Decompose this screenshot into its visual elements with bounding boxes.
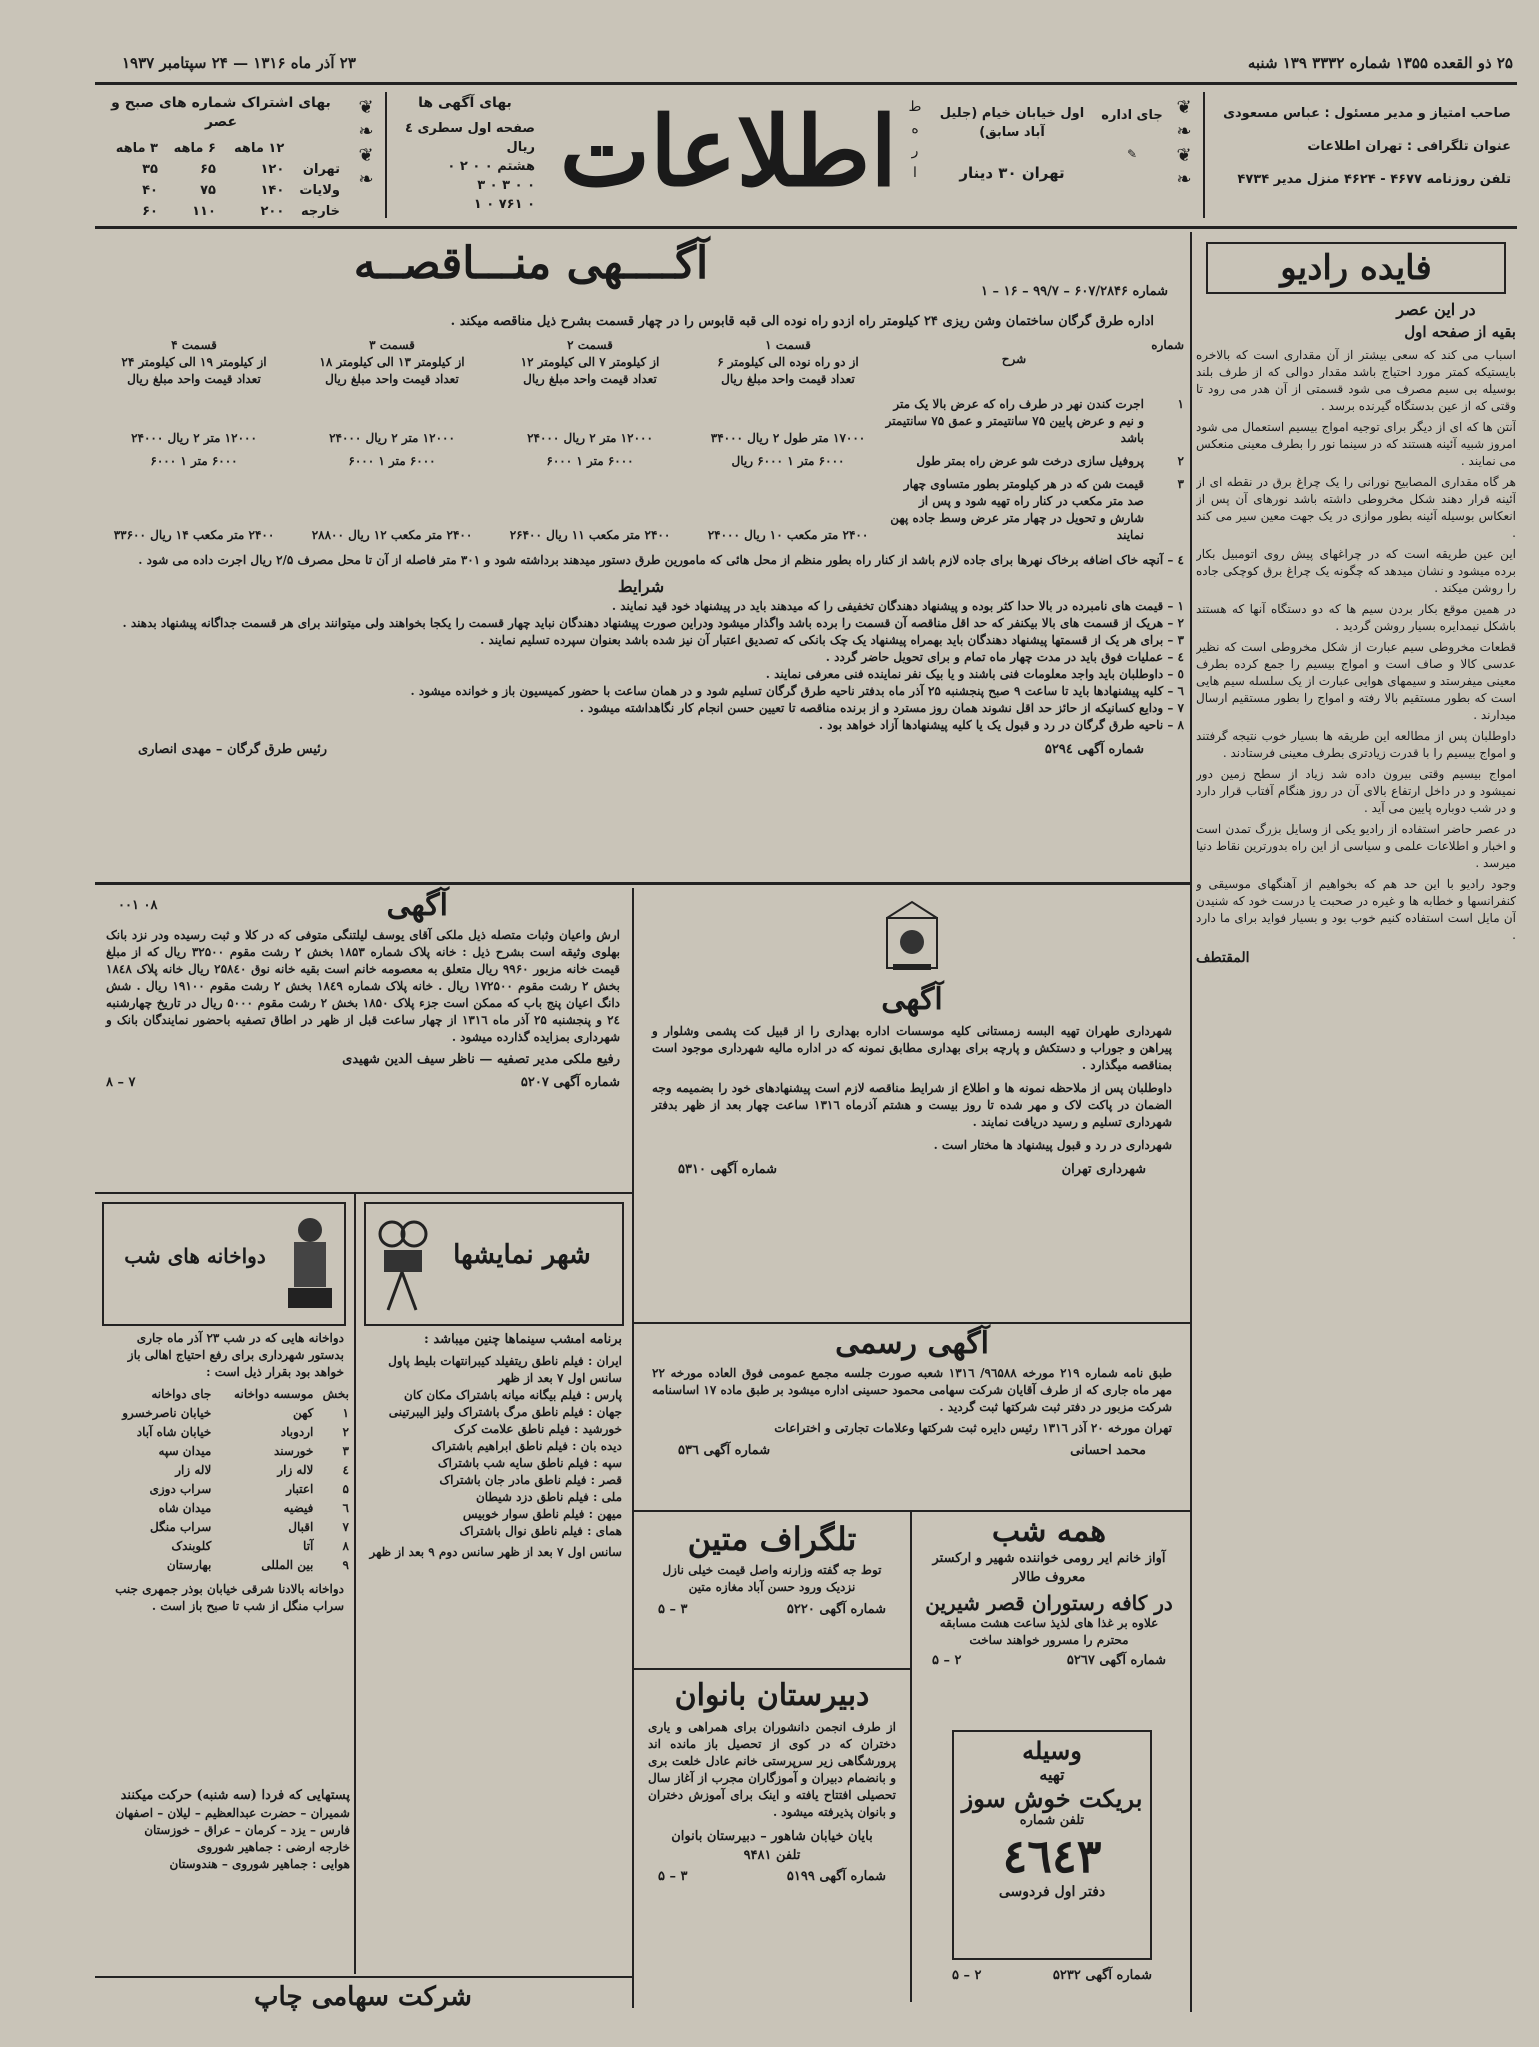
tender-intro: اداره طرق گرگان ساختمان وشن ریزی ۲۴ کیلومتر راه ازدو راه نوده الی قبه قابوس را در چهار قسمت بشرح ذیل مناقصه میکند .: [450, 314, 1154, 329]
subscription-value: ۶۰: [142, 204, 158, 219]
fuel-ad: [952, 1730, 1152, 1960]
tender-section: [692, 337, 884, 388]
pharmacy-row: [98, 1423, 350, 1442]
radio-title: فایده رادیو: [1206, 242, 1506, 294]
transport-line: خارجه ارضی : جماهیر شوروی: [197, 1840, 350, 1854]
office-sub-icon: ✎: [1126, 147, 1138, 161]
tender-condition: ٦ – کلیه پیشنهادها باید تا ساعت ۹ صبح پنجشنبه ۲۵ آذر ماه بدفتر ناحیه طرق گرگان تسلیم شود و در همان ساعت با حضور کمیسیون باز و خوانده میشود .: [410, 684, 1184, 698]
subscription-table: [101, 138, 341, 222]
tender-row-value: ۶۰۰۰ متر ۱ ۶۰۰۰: [348, 454, 436, 468]
cinema-ad: [360, 1198, 628, 1898]
subscription-value: ۷۵: [200, 183, 216, 198]
subscription-header-row: [101, 138, 341, 159]
office-block: [1097, 106, 1167, 164]
pharmacy-row: [98, 1480, 350, 1499]
estate-ad-ad-number: شماره آگهی ۵۲۰۷: [520, 1075, 620, 1090]
ad-price-row: هشتم ۰ ۰ ۲ ۰: [447, 159, 535, 174]
official-ad-number: شماره آگهی ۵۳٦: [678, 1443, 771, 1458]
pharmacy-cell: ۷: [342, 1520, 349, 1534]
subscription-value: ۲۰۰: [260, 204, 285, 219]
radio-paragraph: امواج بیسیم وقتی بیرون داده شد زیاد از سطح زمین دور نمیشود و در داخل ارتفاع بالای آن در روز هنگام آفتاب قرار دارد و در شب دوباره پایین می آید .: [1196, 767, 1516, 815]
estate-bottom-rule: [95, 1192, 632, 1194]
dateline-right: ۲۵ ذو القعده ۱۳۵۵ شماره ۳۳۳۲ ۱۳۹ شنبه: [1247, 54, 1513, 72]
tender-section-name: قسمت ۳: [369, 338, 415, 352]
tender-row-number: ۲: [1177, 454, 1184, 468]
cinema-banner-title: شهر نمایشها: [453, 1240, 591, 1270]
official-ad-date: تهران مورخه ۲۰ آذر ۱۳۱٦ رئیس دایره ثبت شرکتها وعلامات تجارتی و اختراعات: [774, 1421, 1172, 1435]
estate-ad-code: ۷ – ۸: [106, 1075, 136, 1090]
official-bottom-rule: [634, 1510, 1190, 1512]
tender-condition: ۱ – قیمت های نامبرده در بالا حدا کثر بوده و پیشنهاد دهندگان تخفیفی را که میدهند باید در پیشنهاد خود قید نمایند .: [611, 599, 1184, 613]
pharmacy-cell: لاله زار: [175, 1463, 212, 1477]
subscription-value: ۱۱۰: [192, 204, 216, 219]
tender-row-desc: اجرت کندن نهر در طرف راه که عرض بالا یک متر و نیم و عرض پایین ۷۵ سانتیمتر و عمق ۷۵ سانتیمتر باشد: [885, 397, 1144, 445]
pharmacy-cell: میدان شاه: [158, 1501, 212, 1515]
pharmacy-header: جای دواخانه: [151, 1387, 212, 1401]
pharmacy-cell: کلوبندک: [171, 1539, 212, 1553]
tender-row-number: ۳: [1177, 477, 1184, 491]
pharmacy-cell: سراب منگل: [150, 1520, 212, 1534]
cinema-intro: برنامه امشب سینماها چنین میباشد :: [424, 1332, 622, 1347]
tender-section: [98, 337, 290, 388]
radio-paragraph: در عصر حاضر استفاده از رادیو یکی از وسایل بزرگ تمدن است و اخبار و اطلاعات علمی و سیاسی از این راه بدورترین نقاط دنیا میرسد .: [1196, 822, 1516, 870]
tender-section-range: از کیلومتر ۱۹ الی کیلومتر ۲۴: [121, 355, 267, 369]
girls-school-ad: [638, 1672, 906, 2002]
pharmacy-row: [98, 1518, 350, 1537]
fuel-ad-line-1: وسیله: [1022, 1736, 1082, 1765]
radio-subtitle: در این عصر: [1396, 300, 1476, 319]
pharmacy-cell: ۹: [342, 1558, 349, 1572]
price-line: تهران ۳۰ دینار: [959, 164, 1065, 182]
tender-condition: ۷ – ودایع کسانیکه از حائز حد اقل نشوند همان روز مسترد و از برنده مناقصه تا تعیین حسن انجام کار نگاهداشته میشود .: [579, 701, 1184, 715]
pharmacy-row: [98, 1499, 350, 1518]
cinema-item: میهن : فیلم ناطق سوار خوبیس: [462, 1507, 622, 1521]
subscription-col: ۶ ماهه: [173, 141, 216, 156]
tender-section-name: قسمت ۴: [171, 338, 217, 352]
cinema-item: سپه : فیلم ناطق سایه شب باشتراک: [437, 1456, 622, 1470]
tender-condition: ٥ – داوطلبان باید واجد معلومات فنی باشند و یا بیک نفر نماینده فنی معرفی نمایند .: [765, 667, 1184, 681]
pharmacy-cell: ۲: [342, 1425, 349, 1439]
official-ad-title: آگهی رسمی: [835, 1326, 989, 1361]
printer-credit: شرکت سهامی چاپ: [254, 1982, 472, 2012]
tender-col-number: شماره: [1151, 338, 1184, 352]
telegraph-line: عنوان تلگرافی : تهران اطلاعات: [1307, 139, 1511, 154]
pharmacy-cell: فیضیه: [283, 1501, 314, 1515]
mid-divider: [632, 888, 634, 2008]
girls-school-ad-number: شماره آگهی ۵۱۹۹: [786, 1869, 886, 1884]
pharmacy-cell: ۳: [342, 1444, 349, 1458]
tender-row-value: ۶۰۰۰ متر ۱ ۶۰۰۰: [150, 454, 238, 468]
pharmacy-row: [98, 1537, 350, 1556]
radio-paragraph: آنتن ها که ای از دیگر برای توجیه امواج بیسیم استعمال می شود امروز شبیه آئینه هستند که در سینما نور را بطرف معینی منعکس می نمایند .: [1196, 420, 1516, 468]
estate-ad-title: آگهی: [386, 888, 448, 923]
pharmacy-cell: اردوباد: [280, 1425, 314, 1439]
tender-section-name: قسمت ۱: [765, 338, 811, 352]
every-night-ad-number: شماره آگهی ۵۲٦۷: [1066, 1653, 1166, 1668]
fuel-ad-phone: ٤٦٤٣: [1002, 1829, 1102, 1883]
tender-row-value: ۶۰۰۰ متر ۱ ۶۰۰۰: [546, 454, 634, 468]
telegraf-title: تلگراف متین: [687, 1520, 857, 1558]
tender-row: [98, 396, 1184, 447]
radio-continued: بقیه از صفحه اول: [1404, 323, 1516, 341]
cinema-times: سانس اول ٧ بعد از ظهر سانس دوم ٩ بعد از ظهر: [369, 1545, 622, 1559]
tender-condition: ٤ – عملیات فوق باید در مدت چهار ماه تمام و برای تحویل حاضر گردد .: [825, 650, 1184, 664]
radio-paragraph: هر گاه مقداری المصابیح نورانی را یک چراغ برق در نقطه ای از آئینه قرار دهند شکل مخروطی داشته باشد نورهای آن پس از انعکاس بوسیله آئینه بطور موازی در یک جهت معین سیر می کند .: [1196, 475, 1516, 540]
top-rule: [95, 82, 1517, 85]
subscription-col: ۱۲ ماهه: [234, 141, 285, 156]
fuel-ad-line-3: بریکت خوش سوز: [961, 1784, 1143, 1813]
tender-section-head: تعداد قیمت واحد مبلغ ریال: [325, 372, 459, 386]
masthead-info: [1211, 104, 1511, 189]
every-night-note-2: محترم را مسرور خواهند ساخت: [969, 1633, 1129, 1647]
girls-school-address: بایان خیابان شاهور – دبیرستان بانوان: [671, 1829, 873, 1844]
municipal-ad: [638, 888, 1186, 1318]
tender-col-desc: شرح: [1001, 352, 1027, 366]
pharmacy-cell: خیابان شاه آباد: [136, 1425, 212, 1439]
tender-row-value: ۲۴۰۰ متر مکعب ۱۱ ریال ۲۶۴۰۰: [509, 528, 671, 542]
fuel-ad-line-4: تلفن شماره: [1019, 1813, 1085, 1828]
every-night-code: ۲ – ۵: [932, 1653, 962, 1668]
telegraf-code: ۳ – ۵: [658, 1602, 688, 1617]
tender-row-value: ۶۰۰۰ متر ۱ ۶۰۰۰ ریال: [731, 454, 845, 468]
office-label: جای اداره: [1101, 108, 1163, 123]
tender-condition: ۲ – هریک از قسمت های بالا بیکنفر که حد اقل مناقصه آن قسمت را برده باشد واگذار میشود ودراین صورت پیشنهاد دهندگان نباید چهار قسمت را یکجا بخواهند ولی میتوانند برای هر قسمت جداگانه پیشنهاد بدهند .: [122, 616, 1184, 630]
fuel-ad-line-2: تهیه: [1039, 1765, 1065, 1784]
radio-paragraph: قطعات مخروطی سیم عبارت از شکل مخروطی است که نظیر عدسی کالا و صاف است و امواج بیسیم را جمع کرده بطرف معینی میفرستد و سیمهای هوایی عبارت از یک سلسله سیم هایی است که بطور مستقیم بالا رفته و امواج را بطور مستقیم ارسال میدارند .: [1196, 640, 1516, 722]
pharmacy-note: دواخانه بالادنا شرقی خیابان بوذر جمهری جنب سراب منگل از شب تا صبح باز است .: [115, 1582, 344, 1613]
ornament-left: ❦ ❧ ❦ ❧: [358, 97, 374, 190]
tender-section: [296, 337, 488, 388]
ad-price-row: صفحه اول سطری ٤ ریال: [405, 121, 535, 155]
tender-signature: رئیس طرق گرگان – مهدی انصاری: [138, 742, 328, 757]
tender-section-range: از کیلومتر ۷ الی کیلومتر ۱۲: [520, 355, 660, 369]
tender-bottom-rule: [95, 882, 1190, 885]
radio-column-divider: [1190, 232, 1192, 2012]
subscription-row: [101, 201, 341, 222]
tender-section-range: از کیلومتر ۱۳ الی کیلومتر ۱۸: [319, 355, 465, 369]
subscription-block: [101, 94, 341, 222]
pharmacy-header: موسسه دواخانه: [234, 1387, 314, 1401]
tender-row: [98, 476, 1184, 544]
left-inner-divider: [354, 1194, 356, 1974]
girls-school-phone: تلفن ۹۴۸۱: [743, 1848, 801, 1863]
municipal-ad-text: شهرداری طهران تهیه البسه زمستانی کلیه موسسات اداره بهداری را از قبیل کت پشمی وشلوار و پیراهن و جوراب و دستکش و پارچه برای بهداری مطابق نمونه که در اداره مالیه شهرداری موجود است بمناقصه میگذارد .: [652, 1024, 1172, 1072]
ornament-right: ❦ ❧ ❦ ❧: [1176, 97, 1192, 190]
tender-section-head: تعداد قیمت واحد مبلغ ریال: [127, 372, 261, 386]
municipal-bottom-rule: [634, 1322, 1190, 1324]
projector-icon: [372, 1214, 432, 1318]
every-night-ad: [912, 1514, 1186, 1694]
ad-price-row: ۰ ۷۶۱ ۰ ۱: [473, 197, 535, 212]
masthead-divider-left: [385, 92, 387, 218]
fuel-ad-code: ۲ – ۵: [952, 1968, 982, 1983]
tender-ref: شماره ۶۰۷/۲۸۴۶ – ۹۹/۷ – ۱۶ – ۱: [981, 284, 1168, 299]
phones-line: تلفن روزنامه ۴۶۷۷ - ۴۶۲۴ منزل مدیر ۴۷۳۴: [1237, 172, 1511, 187]
every-night-venue: در کافه رستوران قصر شیرین: [925, 1591, 1173, 1615]
subscription-col: ۳ ماهه: [115, 141, 158, 156]
pharmacy-table: [98, 1385, 350, 1575]
official-ad-text: طبق نامه شماره ۲۱۹ مورخه ۹٦۵۸۸/ ۱۳۱٦ شعبه صورت جلسه مجمع عمومی فوق العاده مورخه ۲۲ مهر ماه جاری که از طرف آقایان شرکت سهامی محمود حسینی اداره میشود بر طبق ماده ۱۷ اساسنامه شرکت مزبور در دفتر ثبت شرکتها ثبت گردید .: [652, 1366, 1172, 1414]
radio-paragraph: در همین موقع بکار بردن سیم ها که دو دستگاه آنها که هستند باشکل نیمدایره بسیار روشن گردید .: [1196, 602, 1516, 633]
office-address: اول خیابان خیام (جلیل آباد سابق): [939, 106, 1085, 140]
tender-conditions-title: شرایط: [617, 577, 665, 596]
pharmacy-intro: دواخانه هایی که در شب ۲۳ آذر ماه جاری بدستور شهرداری برای رفع احتیاج اهالی باز خواهد بود بقرار ذیل است :: [127, 1331, 344, 1379]
tender-ad: [98, 236, 1184, 876]
municipal-ad-title: آگهی: [881, 982, 943, 1017]
pharmacy-row: [98, 1442, 350, 1461]
tender-header-row: [98, 337, 1184, 388]
every-night-text: آواز خانم ایر رومی خواننده شهیر و ارکستر معروف طالار: [932, 1551, 1166, 1585]
tender-condition: ۳ – برای هر یک از قسمتها پیشنهاد دهندگان باید بهمراه پیشنهاد یک چک بانکی که تصدیق اعتبار آن نیز شده باشد بعنوان سپرده تسلیم نمایند .: [480, 633, 1184, 647]
subscription-corner: [285, 138, 341, 159]
ornament-mid-right: ط ه ر ا: [908, 99, 922, 181]
tender-section: [494, 337, 686, 388]
tender-row-desc: پروفیل سازی درخت شو عرض راه بمتر طول: [916, 454, 1144, 468]
fuel-ad-office: دفتر اول فردوسی: [998, 1884, 1106, 1900]
pharmacy-cell: لاله زار: [277, 1463, 314, 1477]
tender-section-head: تعداد قیمت واحد مبلغ ریال: [721, 372, 855, 386]
pharmacy-cell: ۸: [342, 1539, 349, 1553]
ads-divider: [910, 1512, 912, 2002]
transport-line: شمیران – حضرت عبدالعظیم – لیلان – اصفهان: [115, 1806, 350, 1820]
tender-row-value: ۲۴۰۰ متر مکعب ۱۰ ریال ۲۴۰۰۰: [707, 528, 869, 542]
estate-ad-number: ۰۸ ۰۰۱: [118, 898, 158, 913]
masthead-bottom-rule: [95, 226, 1517, 229]
subscription-value: ۴۰: [142, 183, 158, 198]
tender-title: آگــــهی منـــاقصــه: [353, 238, 709, 289]
newspaper-title: اطلاعات: [559, 95, 897, 208]
subscription-value: ۳۵: [142, 162, 158, 177]
tender-section-range: از دو راه نوده الی کیلومتر ۶: [717, 355, 859, 369]
cinema-item: همای : فیلم ناطق نوال باشتراک: [459, 1524, 622, 1538]
every-night-note: علاوه بر غذا های لذیذ ساعت هشت مسابقه: [939, 1616, 1159, 1630]
pharmacy-cell: ۱: [342, 1406, 349, 1420]
cinema-item: قصر : فیلم ناطق مادر جان باشتراک: [439, 1473, 622, 1487]
tender-row-value: ۲۴۰۰ متر مکعب ۱۴ ریال ۳۳۶۰۰: [113, 528, 275, 542]
estate-ad: [98, 888, 628, 1188]
subscription-label: خارجه: [301, 204, 340, 219]
radio-paragraph: داوطلبان پس از مطالعه این طریقه ها بسیار خوب نتیجه گرفتند و امواج بیسیم را با قدرت زیادتری بطرف معینی فرستادند .: [1196, 729, 1516, 760]
pharmacy-header-row: [98, 1385, 350, 1404]
tender-row-value: ۱۲۰۰۰ متر ۲ ریال ۲۴۰۰۰: [527, 431, 653, 445]
tender-row-value: ۲۴۰۰ متر مکعب ۱۲ ریال ۲۸۸۰۰: [311, 528, 473, 542]
pharmacy-cell: اعتبار: [286, 1482, 314, 1496]
tender-row-number: ۱: [1177, 397, 1184, 411]
footer-rule: [95, 1976, 632, 1978]
pharmacy-cell: اقبال: [288, 1520, 314, 1534]
pharmacy-row: [98, 1556, 350, 1575]
estate-ad-signature: رفیع ملکی مدیر تصفیه — ناظر سیف الدین شهیدی: [342, 1052, 620, 1067]
subscription-title: بهای اشتراک شماره های صبح و عصر: [111, 95, 331, 130]
transport-line: هوایی : جماهیر شوروی – هندوستان: [169, 1857, 350, 1871]
pharmacy-cell: آتا: [303, 1539, 314, 1553]
radio-column: [1196, 236, 1516, 2016]
pharmacy-cell: خیابان ناصرخسرو: [122, 1406, 212, 1420]
tender-ad-number: شماره آگهی ۵۲۹٤: [1044, 742, 1144, 757]
estate-ad-text: ارش واعیان وثبات متصله ذیل ملکی آقای یوسف لیلتنگی متوفی که در کلا و ثبت رسیده ودر نزد بانک بهلوی وثیقه است بشرح ذیل : خانه پلاک شماره ۱۸۵۳ بخش ۲ رشت مقوم ۳۲۵۰۰ ریال که از مبلغ قیمت خانه مزبور ۹۹۶۰ ریال متعلق به معصومه خانم است بقیه خانه نوق ۲۵۸٤۰ ریال خانه پلاک ۱۸٤۸ بخش ۲ رشت مقوم ۱۷۲۵۰۰ ریال . خانه پلاک شماره ۱۸٤۹ بخش ۲ رشت مقوم ۱۹۱۰۰ ریال . شش دانگ اعیان پنج باب که ممکن است جزء پلاک ۱۸۵۰ بخش ۲ رشت مقوم ۵۰۰۰ ریال در تاریخ چهارشنبه ۲٤ و پنجشنبه ۲۵ آذر ماه ۱۳۱٦ از چهار ساعت قبل از ظهر در اطاق تصفیه باحضور نمایندگان بانک و شهرداری بمزایده گذارده میشود .: [106, 928, 621, 1044]
pharmacist-illustration-icon: [280, 1212, 340, 1316]
radio-paragraph: این عین طریقه است که در چراغهای پیش روی اتومبیل بکار برده میشود و نشان میدهد که چگونه یک چراغ برق کوچکی جاده را روشن میکند .: [1196, 547, 1516, 595]
radio-paragraph: اسباب می کند که سعی بیشتر از آن مقداری است که بالاخره بایستیکه کمتر مورد احتیاج باشد مقدار دوالی که از طرف بلند بوسیله بی سیم مصرف می شود قسمتی از آن هدر می رود تا وقتی که از عین بدستگاه گیرنده برسد .: [1196, 348, 1516, 413]
tender-condition: ۸ – ناحیه طرق گرگان در رد و قبول یک یا کلیه پیشنهادها آزاد خواهد بود .: [818, 718, 1184, 732]
pharmacy-header: بخش: [322, 1387, 349, 1401]
tender-section-name: قسمت ۲: [567, 338, 613, 352]
subscription-label: ولایات: [299, 183, 340, 198]
transport-notice: [98, 1786, 350, 1906]
ad-price-block: [395, 94, 535, 214]
ad-price-title: بهای آگهی ها: [418, 95, 512, 111]
tender-row-value: ۱۷۰۰۰ متر طول ۲ ریال ۳۴۰۰۰: [710, 431, 866, 445]
crest-icon: [638, 898, 1186, 982]
tender-row-value: ۱۲۰۰۰ متر ۲ ریال ۲۴۰۰۰: [131, 431, 257, 445]
municipal-ad-number: شماره آگهی ۵۳۱۰: [678, 1162, 778, 1177]
subscription-value: ۱۴۰: [260, 183, 285, 198]
cinema-item: پارس : فیلم بیگانه میانه باشتراک مکان کان: [404, 1388, 622, 1402]
official-ad-signature: محمد احسانی: [1070, 1443, 1146, 1458]
girls-school-code: ۳ – ۵: [658, 1869, 688, 1884]
masthead: [95, 86, 1517, 224]
pharmacy-cell: خورسند: [273, 1444, 314, 1458]
municipal-ad-text-2: داوطلبان پس از ملاحظه نمونه ها و اطلاع از شرایط مناقصه لازم است پیشنهادهای خود را بضمیمه وجه الضمان در پاکت لاک و مهر شده تا روز بیست و هشتم آذرماه ۱۳۱٦ ساعت چهار بعد از ظهر بدفتر شهرداری تسلیم و رسید دریافت نمایند .: [652, 1081, 1172, 1129]
cinema-item: خورشید : فیلم ناطق علامت کرک: [453, 1422, 622, 1436]
official-ad: [638, 1326, 1186, 1506]
subscription-value: ۶۵: [200, 162, 216, 177]
transport-title: پستهایی که فردا (سه شنبه) حرکت میکنند: [120, 1788, 350, 1803]
pharmacy-cell: ٤: [342, 1463, 349, 1477]
address-block: [937, 104, 1087, 183]
pharmacy-cell: میدان سپه: [158, 1444, 212, 1458]
tender-row: [98, 453, 1184, 470]
girls-school-text: از طرف انجمن دانشوران برای همراهی و یاری دختران که در کوی از تحصیل باز مانده اند پرورشگاهی زیر سرپرستی خانم عادل خلعت بری و بانضمام دبیران و آموزگاران مجرب از آغاز سال تحصیلی افتتاح یافته و اینک برای آموزش دختران و بانوان پذیرفته میشود .: [648, 1720, 896, 1819]
pharmacy-cell: بین المللی: [261, 1558, 314, 1572]
pharmacy-row: [98, 1404, 350, 1423]
municipal-ad-signature: شهرداری تهران: [1061, 1162, 1146, 1177]
radio-signature: المقتطف: [1196, 950, 1250, 966]
telegraf-bottom-rule: [634, 1668, 912, 1670]
every-night-title: همه شب: [991, 1514, 1107, 1549]
masthead-divider: [1203, 92, 1205, 218]
telegraf-ad-number: شماره آگهی ۵۲۲۰: [786, 1602, 886, 1617]
pharmacy-cell: ٦: [342, 1501, 349, 1515]
tender-conditions: [98, 598, 1184, 734]
ad-price-row: ۰ ۰ ۳ ۰ ۳: [477, 178, 535, 193]
pharmacy-cell: ۵: [342, 1482, 349, 1496]
tender-note: ٤ – آنچه خاک اضافه برخاک نهرها برای جاده لازم باشد از کنار راه بطور منظم از محل هائی که مامورین طرق دستور میدهند برداشته شود و ۳۰۱ متر فاصله از آن تا محل مصرف ۲/۵ ریال اجرت داده می شود .: [138, 553, 1184, 567]
pharmacy-cell: بهارستان: [166, 1558, 212, 1572]
municipal-ad-text-3: شهرداری در رد و قبول پیشنهاد ها مختار است .: [933, 1138, 1172, 1152]
pharmacy-row: [98, 1461, 350, 1480]
subscription-value: ۱۲۰: [260, 162, 285, 177]
cinema-item: دیده بان : فیلم ناطق ابراهیم باشتراک: [431, 1439, 622, 1453]
tender-row-value: ۱۲۰۰۰ متر ۲ ریال ۲۴۰۰۰: [329, 431, 455, 445]
tender-section-head: تعداد قیمت واحد مبلغ ریال: [523, 372, 657, 386]
cinema-item: ملی : فیلم ناطق دزد شیطان: [475, 1490, 622, 1504]
cinema-banner: [364, 1202, 624, 1326]
girls-school-title: دبیرستان بانوان: [674, 1678, 870, 1713]
subscription-row: [101, 159, 341, 180]
owner-line: صاحب امتیاز و مدیر مسئول : عباس مسعودی: [1223, 106, 1511, 121]
pharmacy-cell: کهن: [292, 1406, 314, 1420]
transport-line: فارس – یزد – کرمان – عراق – خوزستان: [144, 1823, 350, 1837]
pharmacy-cell: سراب دوزی: [149, 1482, 212, 1496]
telegraf-text: توط جه گفته وزارنه واصل قیمت خیلی نازل نزدیک ورود حسن آباد مغازه متین: [662, 1563, 882, 1594]
fuel-ad-number: شماره آگهی ۵۲۳۲: [1052, 1968, 1152, 1983]
pharmacy-banner-title: دواخانه های شب: [124, 1244, 266, 1268]
radio-paragraph: وجود رادیو با این حد هم که بخواهیم از آهنگهای موسیقی و کنفرانسها و خطابه ها و غیره در صحبت یا درست خود که شنیدن آن مایل است استفاده کنیم خوب بود و بسیار فواید برای ما دارد .: [1196, 877, 1516, 942]
cinema-item: جهان : فیلم ناطق مرگ باشتراک ولیز الیبرتینی: [388, 1405, 622, 1419]
pharmacy-banner: [102, 1202, 346, 1326]
tender-row-desc: قیمت شن که در هر کیلومتر بطور متساوی چهار صد متر مکعب در کنار راه تهیه شود و پس از شارش و تحویل در چهار متر عرض وسط جاده پهن نمایند: [890, 477, 1144, 542]
subscription-label: تهران: [302, 162, 340, 177]
cinema-item: ایران : فیلم ناطق ریتفیلد کیبرانتهات بلیط پاول سانس اول ٧ بعد از ظهر: [388, 1354, 622, 1385]
telegraf-ad: [638, 1514, 906, 1664]
dateline-left: ۲۳ آذر ماه ۱۳۱۶ — ۲۴ سپتامبر ۱۹۳۷: [122, 54, 356, 72]
subscription-row: [101, 180, 341, 201]
